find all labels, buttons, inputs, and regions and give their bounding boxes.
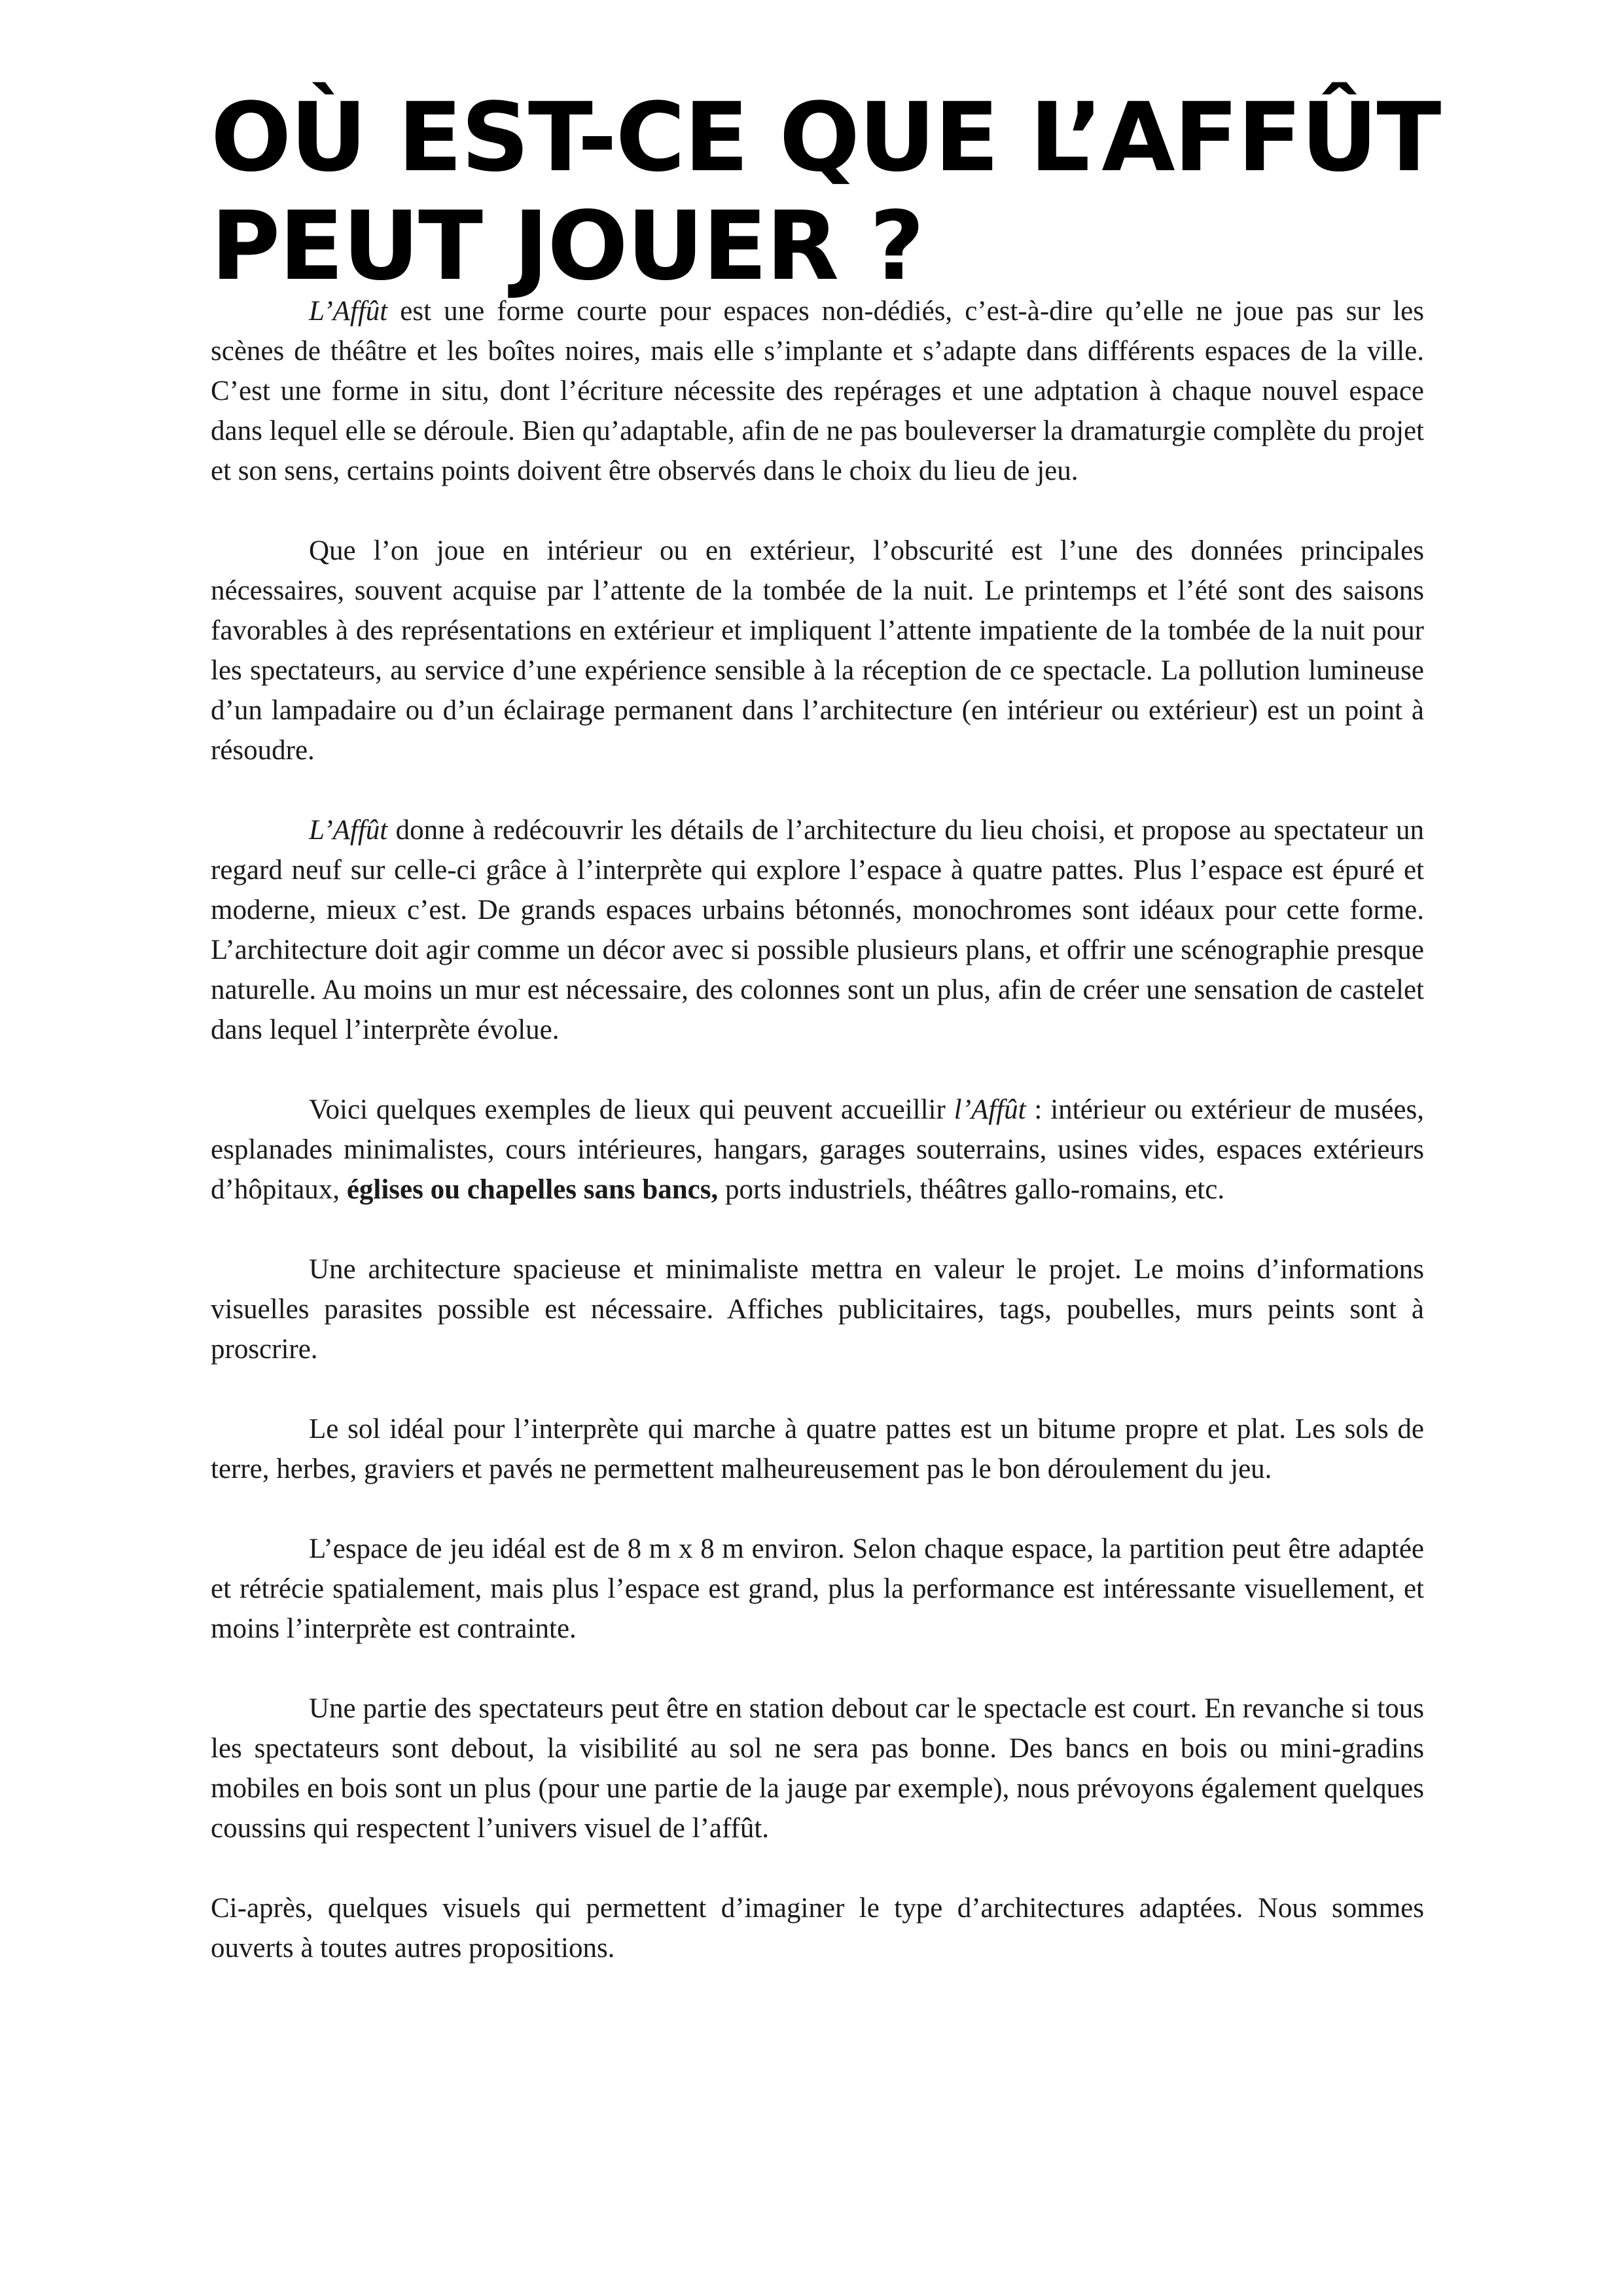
paragraph-text: Voici quelques exemples de lieux qui peuvent accueillir <box>309 1094 954 1125</box>
paragraph-text: : intérieur ou extérieur de musées, esplanades minimalistes, cours intérieures, hangars, garages souterrains, usines vides, espaces extérieurs d’hôpitaux, <box>211 1094 1424 1205</box>
show-title-italic: L’Affût <box>309 296 388 327</box>
paragraph-text: Une architecture spacieuse et minimaliste mettra en valeur le projet. Le moins d’informations visuelles parasites possible est nécessaire. Affiches publicitaires, tags, poubelles, murs peints sont à proscrire. <box>211 1254 1424 1365</box>
paragraph-text: est une forme courte pour espaces non-dédiés, c’est-à-dire qu’elle ne joue pas sur les scènes de théâtre et les boîtes noires, mais elle s’implante et s’adapte dans différents espaces de la ville. C’est une forme in situ, dont l’écriture nécessite des repérages et une adptation à chaque nouvel espace dans lequel elle se déroule. Bien qu’adaptable, afin de ne pas bouleverser la dramaturgie complète du projet et son sens, certains points doivent être observés dans le choix du lieu de jeu. <box>211 296 1424 486</box>
paragraph-venue-examples <box>211 1090 1424 1210</box>
page-title <box>211 84 1454 301</box>
show-title-italic: L’Affût <box>309 815 388 846</box>
paragraph-architecture <box>211 810 1424 1050</box>
paragraph-text: donne à redécouvrir les détails de l’architecture du lieu choisi, et propose au spectateur un regard neuf sur celle-ci grâce à l’interprète qui explore l’espace à quatre pattes. Plus l’espace est épuré et moderne, mieux c’est. De grands espaces urbains bétonnés, monochromes sont idéaux pour cette forme. L’architecture doit agir comme un décor avec si possible plusieurs plans, et offrir une scénographie presque naturelle. Au moins un mur est nécessaire, des colonnes sont un plus, afin de créer une sensation de castelet dans lequel l’interprète évolue. <box>211 815 1424 1045</box>
paragraph-text: ports industriels, théâtres gallo-romains, etc. <box>718 1174 1225 1205</box>
document-body <box>211 291 1424 1968</box>
paragraph-visuals-note <box>211 1888 1424 1968</box>
page-title-line-1: OÙ EST-CE QUE L’AFFÛT <box>211 82 1440 193</box>
paragraph-darkness <box>211 531 1424 770</box>
show-title-italic: l’Affût <box>954 1094 1026 1125</box>
paragraph-text: Ci-après, quelques visuels qui permettent d’imaginer le type d’architectures adaptées. Nous sommes ouverts à toutes autres propositions. <box>211 1893 1424 1964</box>
paragraph-intro <box>211 291 1424 491</box>
paragraph-minimalism <box>211 1249 1424 1369</box>
bold-emphasis: églises ou chapelles sans bancs, <box>346 1174 719 1205</box>
paragraph-text: Une partie des spectateurs peut être en station debout car le spectacle est court. En revanche si tous les spectateurs sont debout, la visibilité au sol ne sera pas bonne. Des bancs en bois ou mini-gradins mobiles en bois sont un plus (pour une partie de la jauge par exemple), nous prévoyons également quelques coussins qui respectent l’univers visuel de l’affût. <box>211 1693 1424 1844</box>
paragraph-ground <box>211 1409 1424 1489</box>
paragraph-space-size <box>211 1529 1424 1649</box>
paragraph-text: Le sol idéal pour l’interprète qui marche à quatre pattes est un bitume propre et plat. Les sols de terre, herbes, graviers et pavés ne permettent malheureusement pas le bon déroulement du jeu. <box>211 1414 1424 1484</box>
page-title-line-2: PEUT JOUER ? <box>211 191 923 302</box>
paragraph-text: L’espace de jeu idéal est de 8 m x 8 m environ. Selon chaque espace, la partition peut être adaptée et rétrécie spatialement, mais plus l’espace est grand, plus la performance est intéressante visuellement, et moins l’interprète est contrainte. <box>211 1534 1424 1644</box>
paragraph-text: Que l’on joue en intérieur ou en extérieur, l’obscurité est l’une des données principales nécessaires, souvent acquise par l’attente de la tombée de la nuit. Le printemps et l’été sont des saisons favorables à des représentations en extérieur et impliquent l’attente impatiente de la tombée de la nuit pour les spectateurs, au service d’une expérience sensible à la réception de ce spectacle. La pollution lumineuse d’un lampadaire ou d’un éclairage permanent dans l’architecture (en intérieur ou extérieur) est un point à résoudre. <box>211 535 1424 766</box>
paragraph-audience <box>211 1689 1424 1848</box>
